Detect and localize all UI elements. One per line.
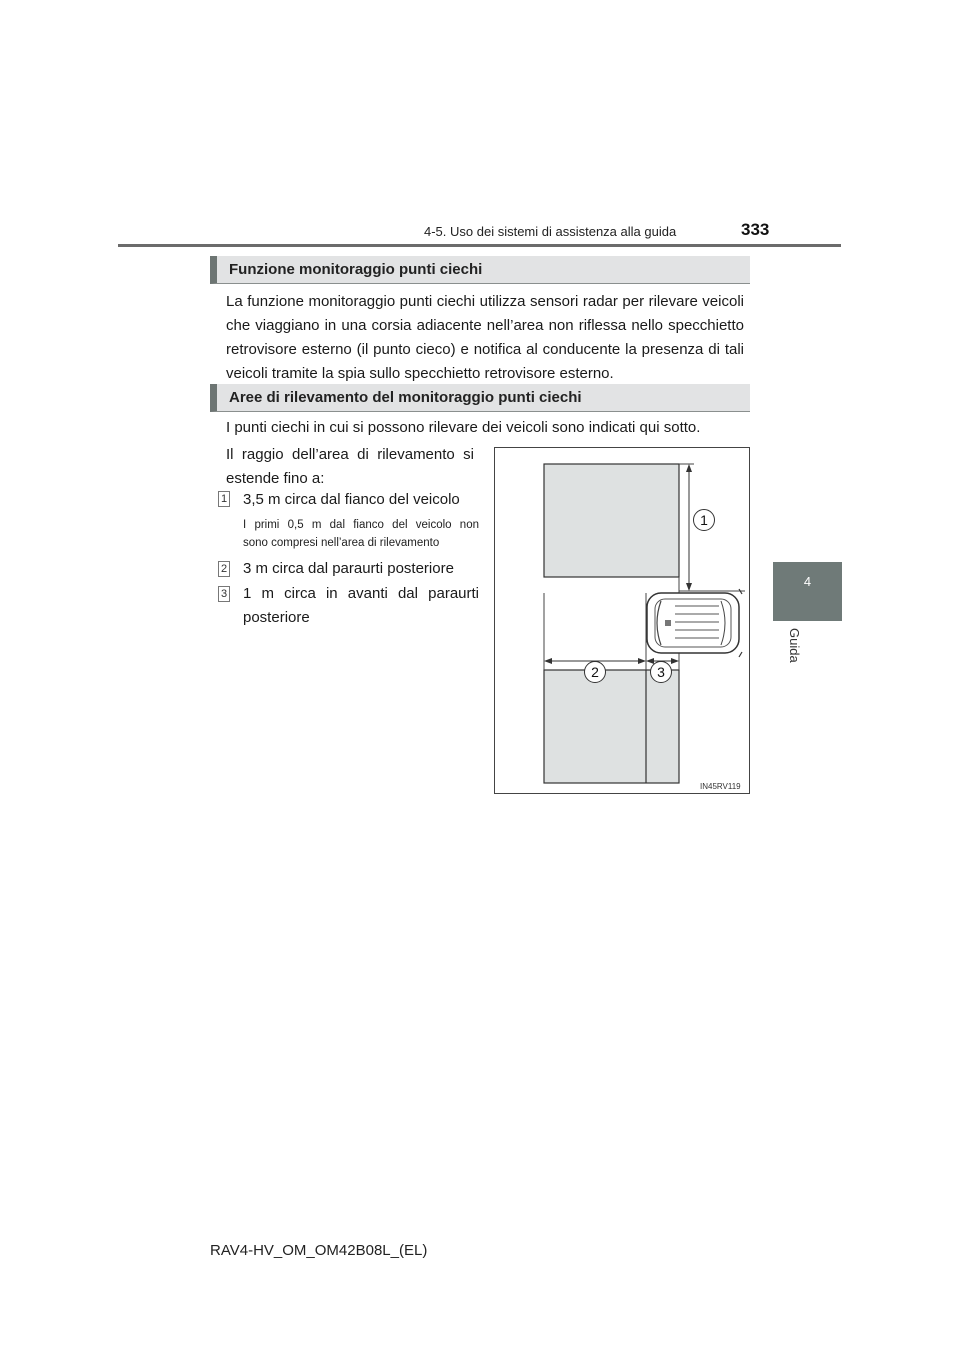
vehicle-top-view [647, 589, 742, 657]
arrowhead [686, 583, 692, 591]
section-heading-detection-areas [210, 384, 750, 412]
item-text-3-cont: posteriore [243, 609, 310, 626]
arrowhead [671, 658, 679, 664]
page-number: 333 [741, 220, 770, 239]
document-code: RAV4-HV_OM_OM42B08L_(EL) [210, 1242, 428, 1259]
item-text-2: 3 m circa dal paraurti posteriore [243, 560, 454, 577]
chapter-name-text: Guida [787, 628, 802, 663]
chapter-number: 4 [803, 574, 812, 589]
range-text-line: estende fino a: [226, 470, 325, 487]
callout-1: 1 [693, 509, 715, 531]
section1-line: retrovisore esterno (il punto cieco) e notifica al conducente la presenza di tali [226, 341, 744, 358]
section-heading-blind-spot-function [210, 256, 750, 284]
section2-intro: I punti ciechi in cui si possono rilevare dei veicoli sono indicati qui sotto. [226, 419, 701, 436]
chapter-tab [773, 562, 842, 621]
arrowhead [638, 658, 646, 664]
item-note-line: sono compresi nell’area di rilevamento [243, 537, 440, 549]
chapter-name [786, 628, 826, 668]
running-header: 4-5. Uso dei sistemi di assistenza alla guida [424, 224, 677, 239]
arrowhead [686, 464, 692, 472]
section-heading-text: Funzione monitoraggio punti ciechi [229, 261, 483, 278]
section1-line: veicoli tramite la spia sullo specchietto retrovisore esterno. [226, 365, 614, 382]
item-number-3: 3 [218, 586, 230, 602]
detection-area-diagram [495, 448, 749, 793]
side-detection-zone [544, 464, 679, 577]
item-text-3: 1 m circa in avanti dal paraurti [243, 585, 479, 602]
header-rule [118, 244, 841, 247]
item-note-line: I primi 0,5 m dal fianco del veicolo non [243, 519, 479, 531]
item-number-2: 2 [218, 561, 230, 577]
item-number-1: 1 [218, 491, 230, 507]
detection-area-figure [494, 447, 750, 794]
rear-detection-zone [544, 670, 679, 783]
item-text-1: 3,5 m circa dal fianco del veicolo [243, 491, 460, 508]
figure-code: IN45RV119 [700, 782, 741, 791]
section1-line: che viaggiano in una corsia adiacente nell’area non riflessa nello specchietto [226, 317, 744, 334]
section1-line: La funzione monitoraggio punti ciechi utilizza sensori radar per rilevare veicoli [226, 293, 744, 310]
section-heading-text: Aree di rilevamento del monitoraggio punti ciechi [229, 389, 582, 406]
arrowhead [544, 658, 552, 664]
callout-2: 2 [584, 661, 606, 683]
callout-3: 3 [650, 661, 672, 683]
range-text-line: Il raggio dell’area di rilevamento si [226, 446, 474, 463]
